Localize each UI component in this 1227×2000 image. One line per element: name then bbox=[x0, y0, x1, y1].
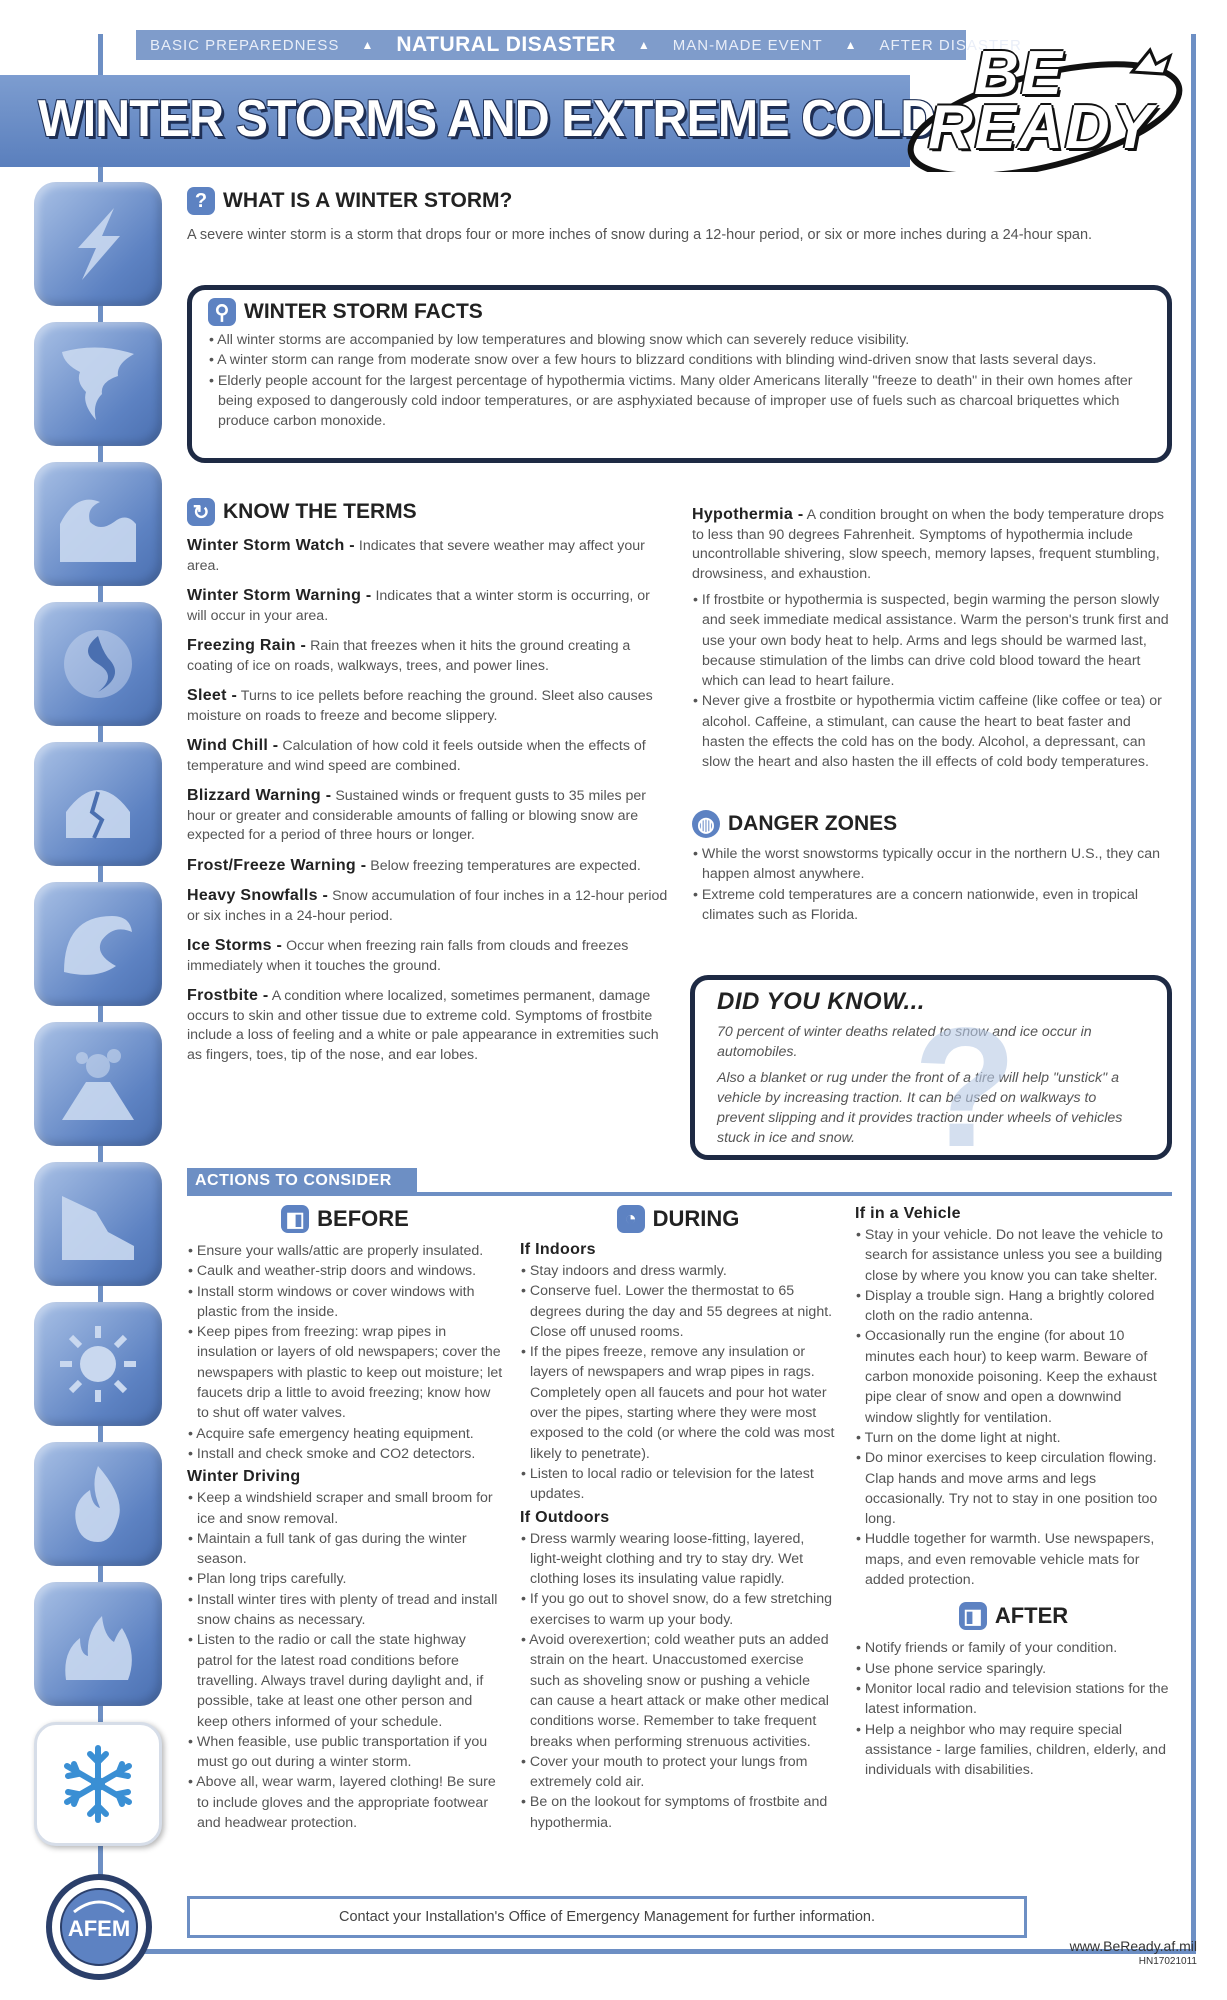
outdoors-list bbox=[520, 1529, 836, 1833]
magnifier-icon: ⚲ bbox=[208, 298, 236, 326]
term-heavy-snowfalls: Heavy Snowfalls - Snow accumulation of four inches in a 12-hour period or six inches in a 24-hour period. bbox=[187, 887, 668, 924]
list-item: • Huddle together for warmth. Use newspapers, maps, and even removable vehicle mats for added protection. bbox=[855, 1529, 1172, 1590]
list-item: • Stay indoors and dress warmly. bbox=[520, 1261, 836, 1281]
before-title bbox=[187, 1205, 503, 1233]
list-item: • Cover your mouth to protect your lungs from extremely cold air. bbox=[520, 1752, 836, 1793]
term-blizzard-warning: Blizzard Warning - Sustained winds or frequent gusts to 35 miles per hour or greater and considerable amounts of falling or blowing snow are expected for a period of three hours or longer. bbox=[187, 787, 647, 843]
list-item: • If you go out to shovel snow, do a few stretching exercises to warm up your body. bbox=[520, 1589, 836, 1630]
term-hypothermia: Hypothermia - A condition brought on when the body temperature drops to less than 90 degrees Fahrenheit. Symptoms of hypothermia include uncontrollable shivering, slow speech, memory lapses, frequent stumbling, drowsiness, and exhaustion. bbox=[692, 506, 1164, 582]
list-item: • Occasionally run the engine (for about 10 minutes each hour) to keep warm. Beware of carbon monoxide poisoning. Keep the exhaust pipe clear of snow and open a downwind window slightly for ventilation. bbox=[855, 1326, 1172, 1427]
terms-title bbox=[187, 498, 672, 526]
list-item: • Never give a frostbite or hypothermia victim caffeine (like coffee or tea) or alcohol. Caffeine, a stimulant, can cause the heart to beat faster and hasten the effects the cold has on the body. Alcohol, a depressant, can slow the heart and also hasten the ill effects of cold body temperatures. bbox=[692, 691, 1172, 772]
what-is-heading: WHAT IS A WINTER STORM? bbox=[223, 189, 513, 212]
question-mark-watermark-icon: ? bbox=[913, 993, 1017, 1160]
list-item: • While the worst snowstorms typically occur in the northern U.S., they can happen almost anywhere. bbox=[692, 844, 1172, 885]
tsunami-icon[interactable] bbox=[34, 882, 162, 1006]
lightning-icon[interactable] bbox=[34, 182, 162, 306]
term-wind-chill: Wind Chill - Calculation of how cold it feels outside when the effects of temperature and wind speed are combined. bbox=[187, 737, 646, 774]
nav-separator: ▲ bbox=[844, 38, 858, 52]
logo-ready: READY bbox=[928, 93, 1156, 162]
dyk-text-1: 70 percent of winter deaths related to snow and ice occur in automobiles. bbox=[717, 1024, 1092, 1060]
what-is-title bbox=[187, 187, 1172, 215]
list-item: • Turn on the dome light at night. bbox=[855, 1428, 1172, 1448]
list-item: • Plan long trips carefully. bbox=[187, 1569, 503, 1589]
dyk-text-2: Also a blanket or rug under the front of a tire will help "unstick" a vehicle by increasing traction. It can be used on walkways to prevent slipping and it provides traction under wheels of vehicles stuck in ice and snow. bbox=[717, 1070, 1123, 1146]
list-item: • Keep pipes from freezing: wrap pipes in insulation or layers of old newspapers; cover the newspapers with plastic to keep out moisture; let faucets drip a little to avoid freezing; know how to shut off water valves. bbox=[187, 1322, 503, 1423]
list-item: • Install winter tires with plenty of tread and install snow chains as necessary. bbox=[187, 1590, 503, 1631]
list-item: • Help a neighbor who may require special assistance - large families, children, elderly, and individuals with disabilities. bbox=[855, 1720, 1172, 1781]
disaster-icon-sidebar bbox=[34, 182, 170, 1862]
list-item: • Extreme cold temperatures are a concern nationwide, even in tropical climates such as Florida. bbox=[692, 885, 1172, 926]
hypothermia-section bbox=[692, 505, 1172, 773]
nav-after-disaster[interactable]: AFTER DISASTER bbox=[879, 36, 1022, 54]
during-column bbox=[520, 1205, 836, 1833]
list-item: • Avoid overexertion; cold weather puts an added strain on the heart. Unaccustomed exercise such as shoveling snow or pushing a vehicle can cause a heart attack or make other medical conditions worse. Remember to take frequent breaks when performing strenuous activities. bbox=[520, 1630, 836, 1752]
eagle-icon bbox=[1132, 50, 1170, 74]
list-item: • Elderly people account for the largest percentage of hypothermia victims. Many older Americans literally "freeze to death" in their own homes after being exposed to dangerously cold indoor temperatures, or are asphyxiated because of improper use of fuels such as charcoal briquettes which produce carbon monoxide. bbox=[208, 371, 1147, 432]
what-is-text: A severe winter storm is a storm that drops four or more inches of snow during a 12-hour period, or six or more inches during a 24-hour span. bbox=[187, 227, 1093, 243]
during-icon: ◔ bbox=[617, 1205, 645, 1233]
globe-icon: ◍ bbox=[692, 810, 720, 838]
afem-seal-logo bbox=[44, 1872, 154, 1982]
list-item: • Keep a windshield scraper and small broom for ice and snow removal. bbox=[187, 1488, 503, 1529]
list-item: • Notify friends or family of your condition. bbox=[855, 1638, 1172, 1658]
term-sleet: Sleet - Turns to ice pellets before reaching the ground. Sleet also causes moisture on roads to freeze and become slippery. bbox=[187, 687, 653, 724]
contact-text: Contact your Installation's Office of Emergency Management for further information. bbox=[338, 1909, 876, 1925]
danger-heading: DANGER ZONES bbox=[728, 812, 898, 835]
term-ice-storms: Ice Storms - Occur when freezing rain falls from clouds and freezes immediately when it touches the ground. bbox=[187, 937, 629, 974]
if-outdoors-heading: If Outdoors bbox=[520, 1508, 610, 1526]
term-winter-storm-watch: Winter Storm Watch - Indicates that severe weather may affect your area. bbox=[187, 537, 645, 574]
logo-be: BE bbox=[974, 39, 1065, 108]
before-heading: BEFORE bbox=[317, 1206, 409, 1231]
if-indoors-heading: If Indoors bbox=[520, 1241, 596, 1258]
earthquake-icon[interactable] bbox=[34, 742, 162, 866]
list-item: • Do minor exercises to keep circulation flowing. Clap hands and move arms and legs occasionally. Try not to stay in one position too long. bbox=[855, 1448, 1172, 1529]
list-item: • Ensure your walls/attic are properly insulated. bbox=[187, 1241, 503, 1261]
list-item: • Listen to the radio or call the state highway patrol for the latest road conditions before travelling. Always travel during daylight and, if possible, take at least one other person and keep others informed of your schedule. bbox=[187, 1630, 503, 1731]
footer-code: HN17021011 bbox=[1138, 1956, 1197, 1967]
list-item: • Display a trouble sign. Hang a brightly colored cloth on the radio antenna. bbox=[855, 1286, 1172, 1327]
term-freezing-rain: Freezing Rain - Rain that freezes when it hits the ground creating a coating of ice on roads, walkways, trees, and power lines. bbox=[187, 637, 631, 674]
list-item: • Install and check smoke and CO2 detectors. bbox=[187, 1444, 503, 1464]
after-heading: AFTER bbox=[994, 1603, 1069, 1629]
volcano-icon[interactable] bbox=[34, 1022, 162, 1146]
what-is-winter-storm-section bbox=[187, 187, 1172, 246]
actions-header: ACTIONS TO CONSIDER bbox=[187, 1168, 417, 1196]
before-list bbox=[187, 1241, 503, 1464]
term-frostbite: Frostbite - A condition where localized, sometimes permanent, damage occurs to skin and other tissue due to extreme cold. Symptoms of frostbite include a loss of feeling and a white or pale appearance in extremities such as fingers, toes, tip of the nose, and ear lobes. bbox=[187, 987, 659, 1063]
indoors-list bbox=[520, 1261, 836, 1505]
be-ready-logo bbox=[900, 39, 1200, 172]
flood-wave-icon[interactable] bbox=[34, 462, 162, 586]
refresh-icon: ↻ bbox=[187, 498, 215, 526]
before-column bbox=[187, 1205, 503, 1833]
after-title bbox=[855, 1602, 1172, 1630]
list-item: • Be on the lookout for symptoms of frostbite and hypothermia. bbox=[520, 1792, 836, 1833]
facts-title bbox=[208, 298, 1147, 326]
list-item: • Listen to local radio or television for the latest updates. bbox=[520, 1464, 836, 1505]
vehicle-after-column bbox=[855, 1205, 1172, 1780]
afem-label: AFEM bbox=[67, 1916, 131, 1941]
before-icon: ◧ bbox=[281, 1205, 309, 1233]
winter-driving-heading: Winter Driving bbox=[187, 1468, 301, 1486]
dyk-heading: DID YOU KNOW... bbox=[717, 988, 925, 1015]
after-list bbox=[855, 1638, 1172, 1780]
nav-separator: ▲ bbox=[361, 38, 375, 52]
list-item: • If the pipes freeze, remove any insulation or layers of newspapers and wrap pipes in rags. Completely open all faucets and pour hot water over the pipes, starting where they were most exposed to the cold (or where the cold was most likely to penetrate). bbox=[520, 1342, 836, 1464]
winter-storm-facts-box bbox=[187, 285, 1172, 463]
list-item: • When feasible, use public transportation if you must go out during a winter storm. bbox=[187, 1732, 503, 1773]
facts-heading: WINTER STORM FACTS bbox=[244, 300, 483, 323]
list-item: • A winter storm can range from moderate snow over a few hours to blizzard conditions with blinding wind-driven snow that lasts several days. bbox=[208, 350, 1147, 370]
term-frost-freeze-warning: Frost/Freeze Warning - Below freezing temperatures are expected. bbox=[187, 856, 641, 874]
snowflake-icon[interactable] bbox=[34, 1722, 162, 1846]
list-item: • Conserve fuel. Lower the thermostat to 65 degrees during the day and 55 degrees at night. Close off unused rooms. bbox=[520, 1281, 836, 1342]
did-you-know-box bbox=[690, 975, 1172, 1160]
heat-sun-icon[interactable] bbox=[34, 1302, 162, 1426]
hurricane-icon[interactable] bbox=[34, 602, 162, 726]
know-the-terms-section bbox=[187, 498, 672, 1075]
nav-man-made-event[interactable]: MAN-MADE EVENT bbox=[672, 36, 823, 54]
danger-title bbox=[692, 810, 1172, 838]
after-icon: ◨ bbox=[959, 1602, 987, 1630]
nav-natural-disaster[interactable]: NATURAL DISASTER bbox=[396, 33, 616, 56]
list-item: • Stay in your vehicle. Do not leave the vehicle to search for assistance unless you see a building close by where you know you can take shelter. bbox=[855, 1225, 1172, 1286]
terms-heading: KNOW THE TERMS bbox=[223, 500, 417, 523]
list-item: • Acquire safe emergency heating equipment. bbox=[187, 1424, 503, 1444]
list-item: • Maintain a full tank of gas during the winter season. bbox=[187, 1529, 503, 1570]
danger-zones-section bbox=[692, 810, 1172, 925]
list-item: • Caulk and weather-strip doors and windows. bbox=[187, 1261, 503, 1281]
during-title bbox=[520, 1205, 836, 1233]
tornado-icon[interactable] bbox=[34, 322, 162, 446]
category-nav bbox=[136, 30, 1022, 60]
winter-driving-list bbox=[187, 1488, 503, 1833]
hypothermia-list bbox=[692, 590, 1172, 773]
facts-list bbox=[208, 330, 1147, 431]
nav-separator: ▲ bbox=[637, 38, 651, 52]
vehicle-list bbox=[855, 1225, 1172, 1590]
if-in-vehicle-heading: If in a Vehicle bbox=[855, 1205, 961, 1222]
title-banner bbox=[0, 75, 935, 167]
fire-flame-icon[interactable] bbox=[34, 1442, 162, 1566]
list-item: • All winter storms are accompanied by low temperatures and blowing snow which can severely reduce visibility. bbox=[208, 330, 1147, 350]
list-item: • Use phone service sparingly. bbox=[855, 1659, 1172, 1679]
list-item: • If frostbite or hypothermia is suspected, begin warming the person slowly and seek immediate medical assistance. Warm the person's trunk first and use your own body heat to help. Arms and legs should be warmed last, because stimulation of the limbs can drive cold blood toward the heart which can lead to heart failure. bbox=[692, 590, 1172, 691]
list-item: • Dress warmly wearing loose-fitting, layered, light-weight clothing and try to stay dry. Wet clothing loses its insulating value rapidly. bbox=[520, 1529, 836, 1590]
list-item: • Above all, wear warm, layered clothing! Be sure to include gloves and the appropriate footwear and headwear protection. bbox=[187, 1772, 503, 1833]
page-title: WINTER STORMS AND EXTREME COLD bbox=[38, 90, 935, 148]
during-heading: DURING bbox=[652, 1206, 740, 1231]
footer-url[interactable]: www.BeReady.af.mil bbox=[1069, 1938, 1197, 1954]
term-winter-storm-warning: Winter Storm Warning - Indicates that a winter storm is occurring, or will occur in your area. bbox=[187, 587, 650, 624]
nav-basic-preparedness[interactable]: BASIC PREPAREDNESS bbox=[150, 36, 340, 54]
question-icon: ? bbox=[187, 187, 215, 215]
contact-bar bbox=[187, 1896, 1027, 1938]
landslide-icon[interactable] bbox=[34, 1162, 162, 1286]
list-item: • Monitor local radio and television stations for the latest information. bbox=[855, 1679, 1172, 1720]
danger-list bbox=[692, 844, 1172, 925]
wildfire-icon[interactable] bbox=[34, 1582, 162, 1706]
list-item: • Install storm windows or cover windows with plastic from the inside. bbox=[187, 1282, 503, 1323]
